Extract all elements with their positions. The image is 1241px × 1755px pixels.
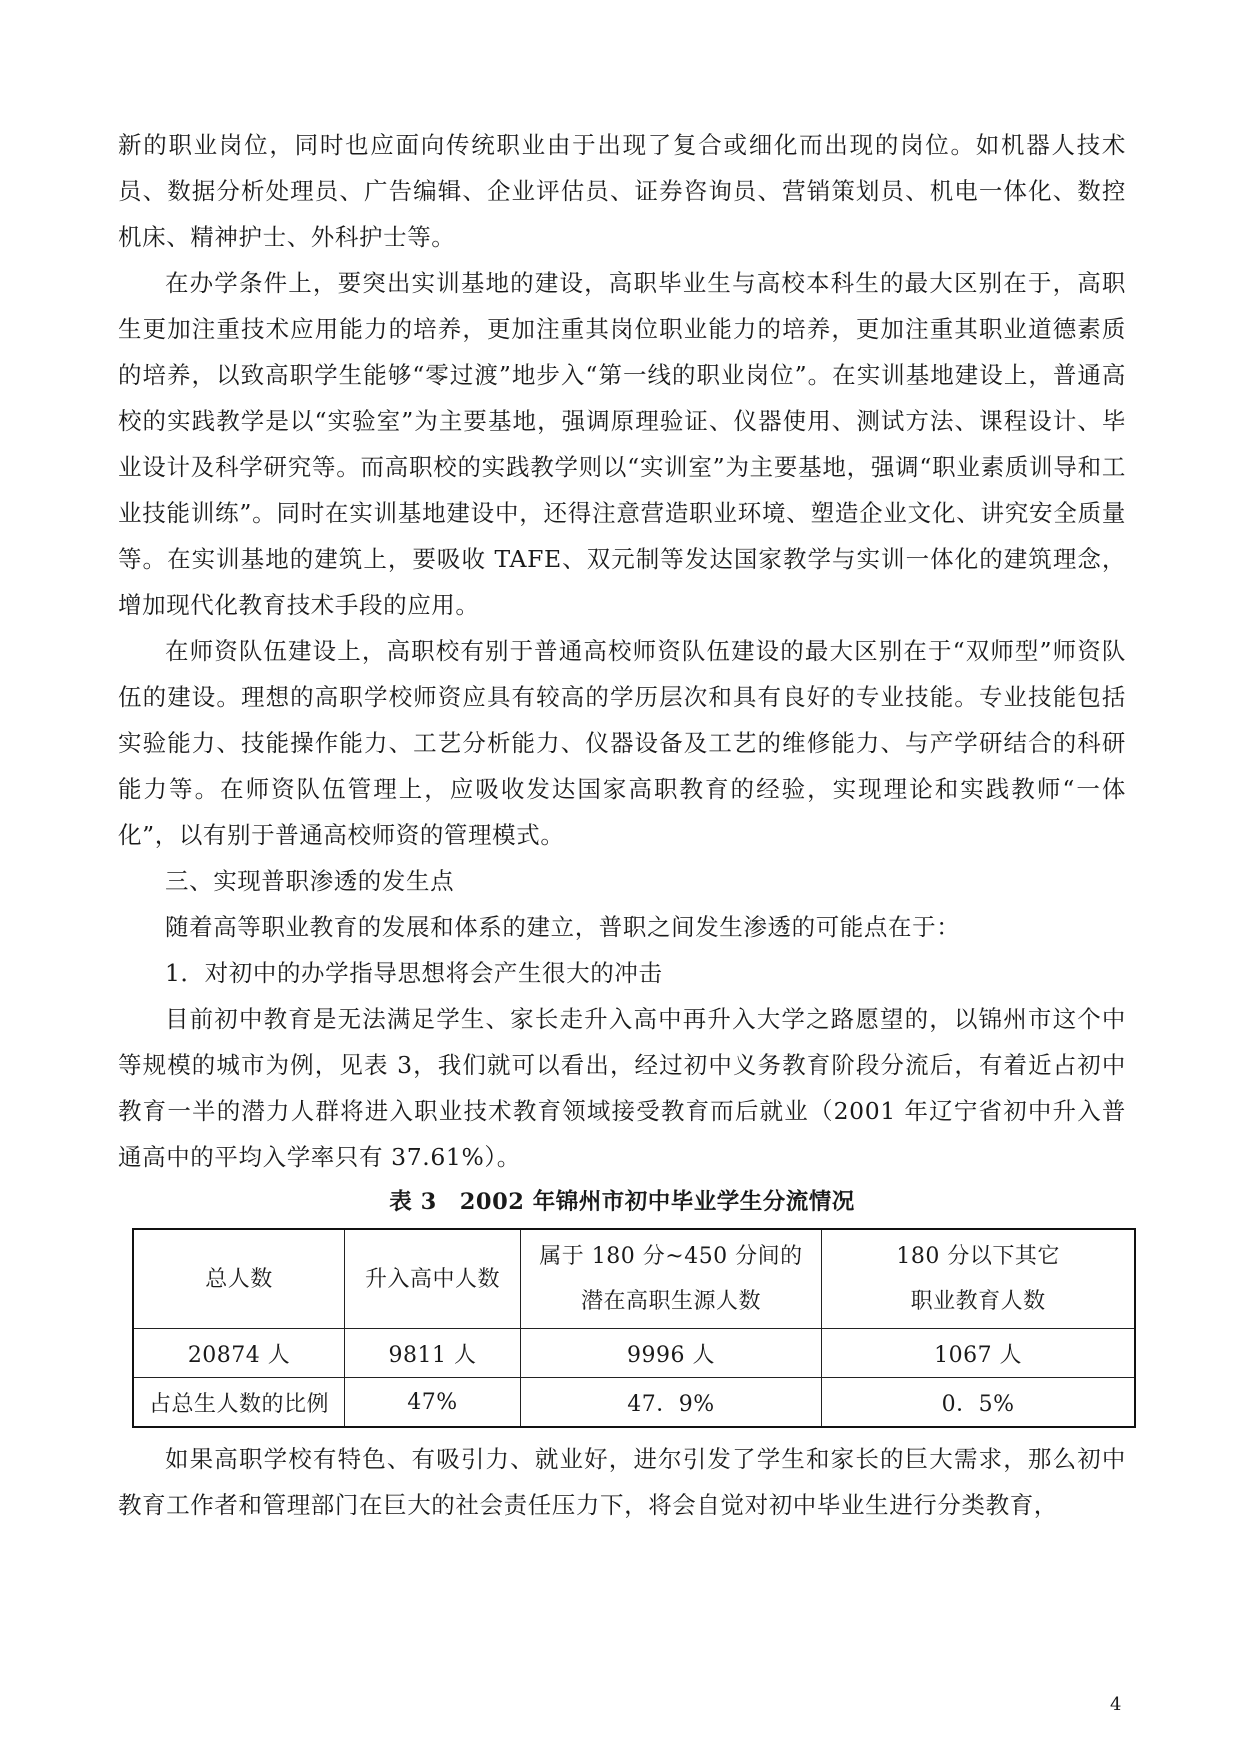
- document-page: [118, 122, 1126, 1528]
- data-table: [132, 1228, 1136, 1428]
- header-text: 总人数: [205, 1266, 273, 1292]
- table-cell: 0．5%: [822, 1378, 1135, 1428]
- table-cell: 1067 人: [822, 1329, 1135, 1378]
- intro-line: 随着高等职业教育的发展和体系的建立，普职之间发生渗透的可能点在于：: [165, 913, 961, 941]
- paragraph-after-table: 如果高职学校有特色、有吸引力、就业好，进尔引发了学生和家长的巨大需求，那么初中教育工作者和管理部门在巨大的社会责任压力下，将会自觉对初中毕业生进行分类教育，: [118, 1445, 1126, 1519]
- header-text: 升入高中人数: [364, 1266, 500, 1292]
- paragraph-before-table: 目前初中教育是无法满足学生、家长走升入高中再升入大学之路愿望的，以锦州市这个中等规模的城市为例，见表 3，我们就可以看出，经过初中义务教育阶段分流后，有着近占初中教育一半的潜力人群将进入职业技术教育领域接受教育而后就业（2001 年辽宁省初中升入普通高中的平均入学率只有 37.61%）。: [118, 1005, 1126, 1171]
- header-text-line1: 180 分以下其它: [896, 1244, 1060, 1269]
- subheading: 1．对初中的办学指导思想将会产生很大的冲击: [165, 959, 663, 987]
- header-cell-highschool: [345, 1229, 521, 1329]
- table-cell: 9996 人: [520, 1329, 821, 1378]
- header-text-line2: 职业教育人数: [910, 1289, 1046, 1314]
- paragraph-1: 新的职业岗位，同时也应面向传统职业由于出现了复合或细化而出现的岗位。如机器人技术员、数据分析处理员、广告编辑、企业评估员、证券咨询员、营销策划员、机电一体化、数控机床、精神护士、外科护士等。: [118, 131, 1126, 251]
- paragraph-3: 在师资队伍建设上，高职校有别于普通高校师资队伍建设的最大区别在于“双师型”师资队伍的建设。理想的高职学校师资应具有较高的学历层次和具有良好的专业技能。专业技能包括实验能力、技能操作能力、工艺分析能力、仪器设备及工艺的维修能力、与产学研结合的科研能力等。在师资队伍管理上，应吸收发达国家高职教育的经验，实现理论和实践教师“一体化”，以有别于普通高校师资的管理模式。: [118, 637, 1126, 849]
- table-header-row: [133, 1229, 1135, 1329]
- table-cell: 47%: [345, 1378, 521, 1428]
- header-cell-vocational: [822, 1229, 1135, 1329]
- table-cell: 占总生人数的比例: [133, 1378, 345, 1428]
- header-cell-potential: [520, 1229, 821, 1329]
- page-number: 4: [1110, 1694, 1122, 1715]
- table-caption: 表 3 2002 年锦州市初中毕业学生分流情况: [389, 1189, 855, 1215]
- table-cell: 20874 人: [133, 1329, 345, 1378]
- header-text-line2: 潜在高职生源人数: [580, 1289, 761, 1314]
- table-row: [133, 1329, 1135, 1378]
- table-cell: 9811 人: [345, 1329, 521, 1378]
- header-cell-total: [133, 1229, 345, 1329]
- paragraph-2: 在办学条件上，要突出实训基地的建设，高职毕业生与高校本科生的最大区别在于，高职生更加注重技术应用能力的培养，更加注重其岗位职业能力的培养，更加注重其职业道德素质的培养，以致高职学生能够“零过渡”地步入“第一线的职业岗位”。在实训基地建设上，普通高校的实践教学是以“实验室”为主要基地，强调原理验证、仪器使用、测试方法、课程设计、毕业设计及科学研究等。而高职校的实践教学则以“实训室”为主要基地，强调“职业素质训导和工业技能训练”。同时在实训基地建设中，还得注意营造职业环境、塑造企业文化、讲究安全质量等。在实训基地的建筑上，要吸收 TAFE、双元制等发达国家教学与实训一体化的建筑理念，增加现代化教育技术手段的应用。: [118, 269, 1126, 619]
- table-row: [133, 1378, 1135, 1428]
- header-text-line1: 属于 180 分~450 分间的: [539, 1244, 803, 1269]
- section-heading: 三、实现普职渗透的发生点: [165, 867, 455, 895]
- table-cell: 47．9%: [520, 1378, 821, 1428]
